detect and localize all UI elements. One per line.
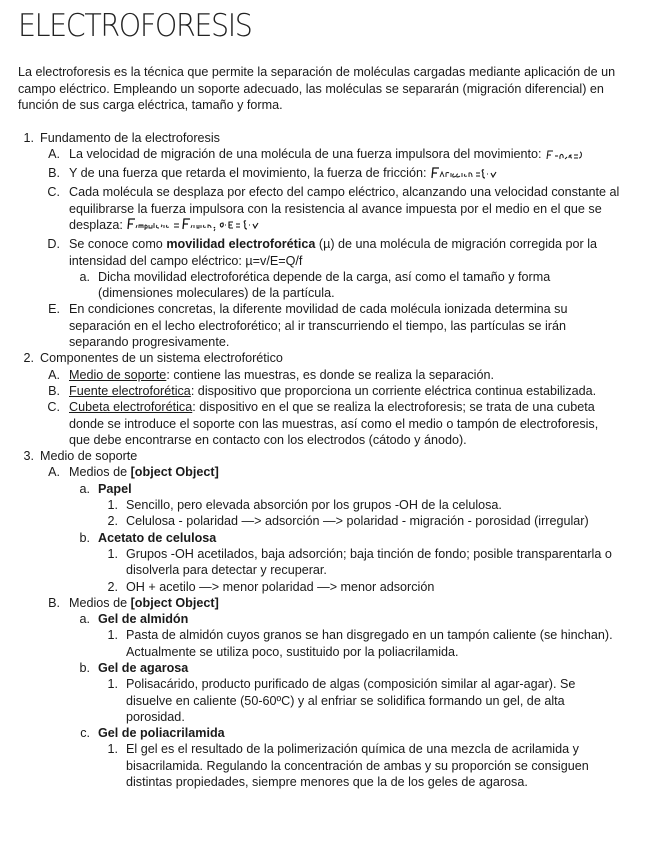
list-item: [18, 301, 620, 350]
bold-term: movilidad electroforética: [166, 237, 316, 252]
item-text: Dicha movilidad electroforética depende de la carga, así como el tamaño y forma (dimensiones moleculares) de la partícula.: [98, 269, 551, 301]
list-item: [18, 595, 620, 611]
list-item: [18, 464, 620, 480]
item-text: Medios de: [69, 595, 131, 610]
poliacrilamida-list: [18, 741, 620, 790]
underlined-term: Fuente electroforética: [69, 383, 191, 398]
item-text: Polisacárido, producto purificado de algas (composición similar al agar-agar). Se disuelve en caliente (50-60ºC) y al enfriar se solidifica formando un gel, de alta porosidad.: [126, 677, 576, 724]
elevada-friccion-list-b: [18, 660, 620, 676]
list-item: [18, 236, 620, 269]
main-outline-3: [18, 448, 620, 464]
list-item: [18, 741, 620, 790]
list-marker: A.: [48, 146, 60, 161]
underlined-term: Cubeta electroforética: [69, 400, 193, 415]
handwritten-formula-friction: [430, 166, 500, 184]
list-marker: 2.: [107, 514, 118, 529]
list-marker: B.: [48, 166, 60, 181]
main-outline: [18, 130, 620, 146]
elevada-friccion-list-a: [18, 611, 620, 627]
intro-paragraph: La electroforesis es la técnica que permite la separación de moléculas cargadas mediante aplicación de un campo eléctrico. Empleando un soporte adecuado, las moléculas se separarán (migración diferencial) en función de sus carga eléctrica, tamaño y forma.: [18, 65, 616, 112]
list-item: [18, 184, 620, 236]
list-item: [18, 676, 620, 725]
bold-term: Gel de almidón: [98, 612, 189, 627]
agarosa-list: [18, 676, 620, 725]
list-item: [18, 146, 620, 165]
section-medio-soporte: [18, 448, 620, 464]
almidon-list: [18, 627, 620, 660]
item-text: La velocidad de migración de una molécula de una fuerza impulsora del movimiento:: [69, 146, 542, 161]
bold-term: Gel de agarosa: [98, 661, 189, 675]
soporte-list-a: [18, 464, 620, 480]
item-text: En condiciones concretas, la diferente movilidad de cada molécula ionizada determina su separación en el lecho electroforético; al ir transcurriendo el tiempo, las partículas se irán separando progresivamente.: [69, 302, 568, 350]
list-item: [18, 611, 620, 627]
list-marker: E.: [48, 302, 60, 317]
item-text: Grupos -OH acetilados, baja adsorción; baja tinción de fondo; posible transparentarla o disolverla para detectar y recuperar.: [126, 546, 612, 578]
list-item: [18, 579, 620, 595]
list-marker: c.: [80, 726, 90, 741]
list-marker: 3.: [23, 449, 34, 464]
list-marker: A.: [48, 367, 60, 382]
formula-sketch: [545, 149, 583, 161]
list-marker: 1.: [107, 498, 118, 513]
list-marker: 2.: [107, 579, 118, 594]
bold-term: Papel: [98, 481, 132, 496]
item-text: Medios de: [69, 465, 131, 480]
item-text: : contiene las muestras, es donde se realiza la separación.: [166, 367, 494, 382]
list-marker: 1.: [107, 628, 118, 643]
list-item: [18, 530, 620, 546]
item-text: El gel es el resultado de la polimerización química de una mezcla de acrilamida y bisacrilamida. Regulando la concentración de ambas y su proporción se consiguen distintas propiedades, siempre menores que la de los geles de agarosa.: [126, 742, 589, 790]
list-marker: 2.: [23, 351, 34, 366]
soporte-list-b: [18, 595, 620, 611]
item-text: Y de una fuerza que retarda el movimiento, la fuerza de fricción:: [69, 166, 427, 181]
fundamento-list: [18, 146, 620, 269]
acetato-list: [18, 546, 620, 595]
section-heading: Medio de soporte: [40, 449, 138, 464]
section-componentes: [18, 350, 620, 366]
section-heading: Componentes de un sistema electroforético: [40, 351, 283, 366]
item-text: : dispositivo en el que se realiza la electroforesis; se trata de una cubeta donde se introduce el soporte con las muestras, así como el medio o tampón de electroforesis, que debe encontrarse en contacto con los electrodos (cátodo y ánodo).: [69, 400, 599, 447]
item-text: Pasta de almidón cuyos granos se han disgregado en un tampón caliente (se hinchan). Actualmente se utiliza poco, sustituido por la poliacrilamida.: [126, 628, 613, 659]
page-title: ELECTROFORESIS: [18, 8, 252, 44]
list-item: [18, 481, 620, 497]
list-item: [18, 269, 620, 302]
fundamento-list-cont: [18, 301, 620, 350]
item-text: Cada molécula se desplaza por efecto del campo eléctrico, alcanzando una velocidad constante al equilibrarse la fuerza impulsora con la resistencia al avance impuesta por el medio en el que se desplaza:: [69, 185, 620, 232]
main-outline-2: [18, 350, 620, 366]
item-text: OH + acetilo —> menor polaridad —> menor adsorción: [126, 579, 435, 594]
item-text: Sencillo, pero elevada absorción por los grupos -OH de la celulosa.: [126, 498, 502, 513]
list-item: [18, 546, 620, 579]
item-text: Celulosa - polaridad —> adsorción —> polaridad - migración - porosidad (irregular): [126, 514, 589, 529]
list-item: [18, 725, 620, 741]
list-marker: A.: [48, 465, 60, 480]
document-body: [18, 130, 620, 791]
list-marker: b.: [79, 530, 90, 545]
handwritten-formula-equilibrium: [126, 217, 262, 236]
list-marker: 1.: [107, 742, 118, 757]
formula-sketch: [126, 217, 262, 232]
list-item: [18, 399, 620, 448]
list-marker: D.: [47, 237, 60, 252]
list-marker: a.: [79, 269, 90, 284]
movilidad-sublist: [18, 269, 620, 302]
list-item: [18, 165, 620, 184]
item-text: : dispositivo que proporciona un corriente eléctrica continua estabilizada.: [190, 383, 597, 398]
bold-term: [object Object]: [130, 595, 219, 610]
list-marker: 1.: [107, 677, 118, 692]
list-marker: 1.: [23, 130, 34, 145]
list-item: [18, 497, 620, 513]
bold-term: [object Object]: [130, 465, 219, 480]
underlined-term: Medio de soporte: [69, 367, 167, 382]
list-marker: 1.: [107, 546, 118, 561]
list-item: [18, 367, 620, 383]
papel-list: [18, 497, 620, 530]
item-text: Se conoce como: [69, 237, 167, 252]
componentes-list: [18, 367, 620, 448]
list-marker: a.: [79, 612, 90, 627]
bold-term: Gel de poliacrilamida: [98, 726, 225, 741]
baja-friccion-list: [18, 481, 620, 497]
list-marker: a.: [79, 481, 90, 496]
list-marker: B.: [48, 383, 60, 398]
bold-term: Acetato de celulosa: [98, 530, 217, 545]
list-marker: b.: [79, 661, 90, 675]
baja-friccion-list-b: [18, 530, 620, 546]
list-marker: C.: [47, 400, 60, 415]
section-fundamento: [18, 130, 620, 146]
section-heading: Fundamento de la electroforesis: [40, 130, 220, 145]
list-marker: C.: [47, 185, 60, 200]
list-item: [18, 627, 620, 660]
list-item: [18, 513, 620, 529]
handwritten-formula-drive: [545, 149, 583, 165]
elevada-friccion-list-c: [18, 725, 620, 741]
list-marker: B.: [48, 595, 60, 610]
formula-sketch: [430, 166, 500, 180]
list-item: [18, 660, 620, 676]
item-text: (µ) de una molécula de migración corregida por la intensidad del campo eléctrico: µ=v/E=Q/f: [69, 237, 598, 268]
list-item: [18, 383, 620, 399]
